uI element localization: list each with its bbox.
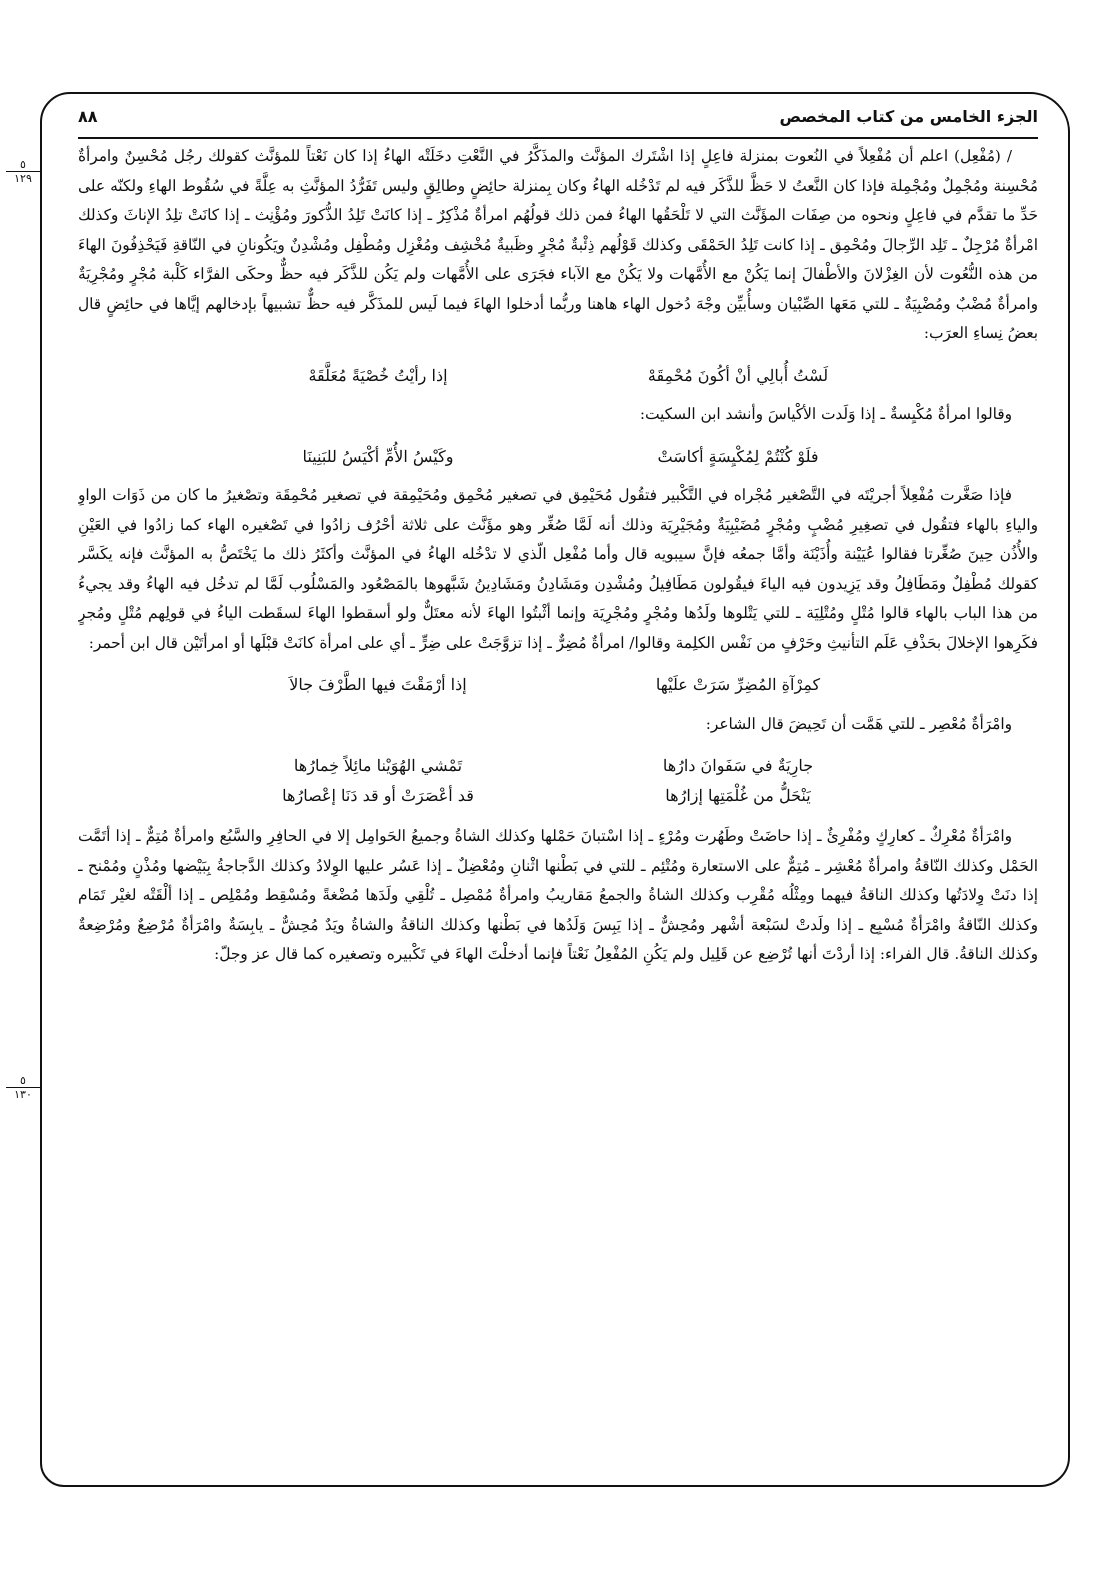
verse-5-first-hemistich: يَنْحَلُّ من غُلْمَتِها إزارُها bbox=[665, 785, 811, 805]
margin-ref-page: ١٣٠ bbox=[14, 1088, 32, 1101]
page-header bbox=[78, 98, 1038, 134]
verse-5 bbox=[78, 781, 1038, 811]
book-title: الجزء الخامس من كتاب المخصص bbox=[779, 106, 1038, 126]
verse-4 bbox=[78, 751, 1038, 781]
margin-reference-2 bbox=[6, 1074, 40, 1101]
verse-5-second-hemistich: قد أعْصَرَتْ أو قد دَنَا إعْصارُها bbox=[282, 785, 474, 805]
margin-ref-volume: ٥ bbox=[6, 1074, 40, 1088]
verse-1-first-hemistich: لَسْتُ أُبالِي أنْ أكُونَ مُحْمِقَهْ bbox=[647, 365, 829, 385]
paragraph-mukyisa: وقالوا امرأةٌ مُكْيِسةٌ ـ إذا وَلَدت الأكْياسَ وأنشد ابن السكيت: bbox=[639, 405, 1012, 423]
verse-1-second-hemistich: إذا رأيْتُ خُصْيَةً مُعَلَّقَهْ bbox=[308, 365, 448, 385]
margin-ref-volume: ٥ bbox=[6, 158, 40, 172]
margin-ref-page: ١٢٩ bbox=[14, 172, 32, 185]
paragraph-muasir: وامْرَأةٌ مُعْصِر ـ للتي هَمَّت أن تَحِيضَ قال الشاعر: bbox=[705, 714, 1012, 733]
verse-2-second-hemistich: وكَيْسُ الأُمِّ أكْيَسُ للبَنِينَا bbox=[302, 446, 454, 466]
page-number: ٨٨ bbox=[78, 106, 98, 126]
verse-3 bbox=[78, 670, 1038, 700]
paragraph-murik: وامْرَأةٌ مُعْرِكٌ ـ كعارِكٍ ومُفْرِئٌ ـ إذا حاضَتْ وطَهُرت ومُرْءٍ ـ إذا اسْتبانَ حَمْلها وكذلك الشاةُ وجميعُ الحَوامِل إلا في الحافِرِ والسَّبُع وامرأةٌ مُتِمٌّ ـ إذا أتَمَّت الحَمْل وكذلك النّاقةُ وامرأةٌ مُعْشِر ـ مُتِمٌّ على الاستعارة ومُتْئِم ـ للتي في بَطْنها اثْنانِ ومُعْضِلٌ ـ إذا عَسُر عليها الوِلادُ وكذلك الدَّجاجةُ بِبَيْضها ومُذْنٍ ومُمْنح ـ إذا دنَتْ وِلادَتُها وكذلك الناقةُ فيهما ومِثْلُه مُقْرِب وكذلك الشاةُ والجمعُ مَقاريبُ وامرأةٌ مُمْصِل ـ تُلْقِي ولَدَها مُضْغةً ومُسْقِط ومُمْلِص ـ إذا ألْقَتْه لغيْر تَمَام وكذلك النّاقةُ وامْرَأةٌ مُسْبِع ـ إذا ولَدتْ لسَبْعة أشْهر ومُحِشٌّ ـ إذا يَبِسَ وَلَدُها في بَطْنها وكذلك الناقةُ والشاةُ ويَدٌ مُحِشٌّ ـ يابِسَةٌ وامْرَأةٌ مُرْضِعٌ ومُرْضِعةٌ وكذلك الناقةُ. قال الفراء: إذا أردْتَ أنها تُرْضِع عن قَلِيل ولم يَكُنِ المُفْعِلُ نَعْتاً فإنما أدخلْتَ الهاءَ في تَكْبيره وتصغيره كما قال عز وجلّ: bbox=[78, 827, 1038, 963]
verse-4-first-hemistich: جارِيَةٌ في سَفَوانَ دارُها bbox=[662, 756, 814, 775]
verse-3-first-hemistich: كمِرْآةِ المُضِرِّ سَرَتْ علَيْها bbox=[655, 675, 821, 694]
verse-3-second-hemistich: إذا أرْمَقْتَ فيها الطَّرْفَ جالاَ bbox=[289, 675, 467, 694]
verse-2 bbox=[78, 442, 1038, 472]
verse-1 bbox=[78, 361, 1038, 391]
margin-reference-1 bbox=[6, 158, 40, 185]
verse-2-first-hemistich: فلَوْ كُنْتُمْ لِمُكْيِسَةٍ أكاسَتْ bbox=[657, 446, 819, 466]
header-divider bbox=[78, 137, 1038, 139]
verse-4-second-hemistich: تَمْشي الهُوَيْنا مائِلاً خِمارُها bbox=[293, 756, 463, 775]
paragraph-mufil-intro: / (مُفْعِل) اعلم أن مُفْعِلاً في النُعوت بمنزلة فاعِلٍ إذا اشْتَرك المؤنَّث والمذَكَّرُ في النَّعْتِ دخَلَتْه الهاءُ إذا كان نَعْتاً للمؤنَّث كقولك رجُل مُحْسِنٌ وامرأةٌ مُحْسِنة ومُجْمِلٌ ومُجْمِلة فإذا كان النَّعتُ لا حَظَّ للذَّكَر فيه لم تَدْخُله الهاءُ وكان بِمنزلة حائِضٍ وطالِقٍ وليس تَفَرُّدُ المؤنَّثِ به عِلَّةً في سُقُوط الهاءِ ولكنّه على حَدِّ ما تقدَّم في فاعِلٍ ونحوه من صِفَات المؤَنَّث التي لا تَلْحَقُها الهاءُ فمن ذلك قولُهُم امرأةٌ مُذْكِرٌ ـ إذا كانَتْ تَلِدُ الذُّكورَ ومُؤْنِث ـ إذا كانَتْ تلِدُ الإناثَ وكذلك امْرأةٌ مُرْجِلٌ ـ تَلِد الرِّجالَ ومُحْمِق ـ إذا كانت تَلِدُ الحَمْقَى وكذلك قَوْلُهم ذِئْبةٌ مُجْرٍ وظَبيةٌ مُخْشِف ومُغْزِل ومُطْفِل ومُشْدِنٌ ويَكُونانِ في النّاقةِ فَيَحْذِفُونَ الهاءَ من هذه النُّعُوت لأن الغِزْلانَ والأطْفالَ إنما يَكُنْ مع الأُمَّهات ولا يَكُنْ مع الآباء فجَرَى على الأُمَّهات ولم يَكُن للذَّكَر فيه حظٌّ وحكَى الفرَّاء كَلْبة مُجْرٍ ومُجْرِيَةٌ وامرأةٌ مُضْبٌ ومُضْبِيَةٌ ـ للتي مَعَها الصِّبْيان وسأُبيِّن وجْهَ دُخول الهاء هاهنا وربُّما أدخلوا الهاءَ فيما لَيس للمذَكَّر فيه حظٌّ تشبيهاً بإدخالهم إيَّاها في حائِضٍ قال بعضُ نِساءِ العرَب: bbox=[78, 147, 1038, 342]
main-text bbox=[78, 142, 1038, 1462]
paragraph-tasghir: فإذا صَغَّرت مُفْعِلاً أجريْتَه في التَّصْغير مُجْراه في التَّكْبير فتقُول مُحَيْمِق في تصغير مُحْمِق ومُحَيْمِقة في تصغير مُحْمِقَة وتصْغيرُ ما كان من ذَوَات الواوِ والياءِ بالهاء فتقُول في تصغِيرِ مُضْبٍ ومُجْرٍ مُضَيْبِيَةٌ ومُجَيْرِيَة وذلك أنه لَمَّا صُغِّر وهو مؤَنَّث على ثلاثة أحْرُف زادُوا في تَصْغيره الهاء كما زادُوا في العَيْنِ والأُذُن حِينَ صُغِّرتا فقالوا عُيَيْنة وأُذَيْنَة وأمَّا جمعُه فإنَّ سيبويه قال وأما مُفْعِل الّذي لا تدْخُله الهاءُ في المؤنَّث وأكثَرُ ذلك ما يَخْتَصُّ به المؤنَّث فإنه يكَسَّر كقولك مُطْفِلٌ ومَطَافِلُ وقد يَزِيدون فيه الياءَ فيقُولون مَطَافِيلُ ومُشْدِن ومَشَادِنُ ومَشَادِينُ شَبَّهوها بالمَصْعُود والمَسْلُوب لَمَّا لم تدخُل فيه الهاءُ وقد يجيءُ من هذا الباب بالهاء قالوا مُتْلٍ ومُتْلِيَة ـ للتي يَتْلوها ولَدُها ومُجْرٍ ومُجْرِيَة وإنما أثْبتُوا الهاءَ لأنه معتَلٌّ ولو أسقطوا الهاءَ لسقَطت الياءُ في قولِهم مُتْلٍ ومُجرٍ فكَرِهوا الإخلالَ بحَذْفِ عَلَم التأنيثِ وحَرْفٍ من نَفْس الكلِمة وقالوا/ امرأةٌ مُضِرٌّ ـ إذا تزوَّجَتْ على ضِرٍّ ـ أي على امرأة كانَتْ قبْلَها أو امرأتَيْن قال ابن أحمر: bbox=[78, 486, 1038, 652]
